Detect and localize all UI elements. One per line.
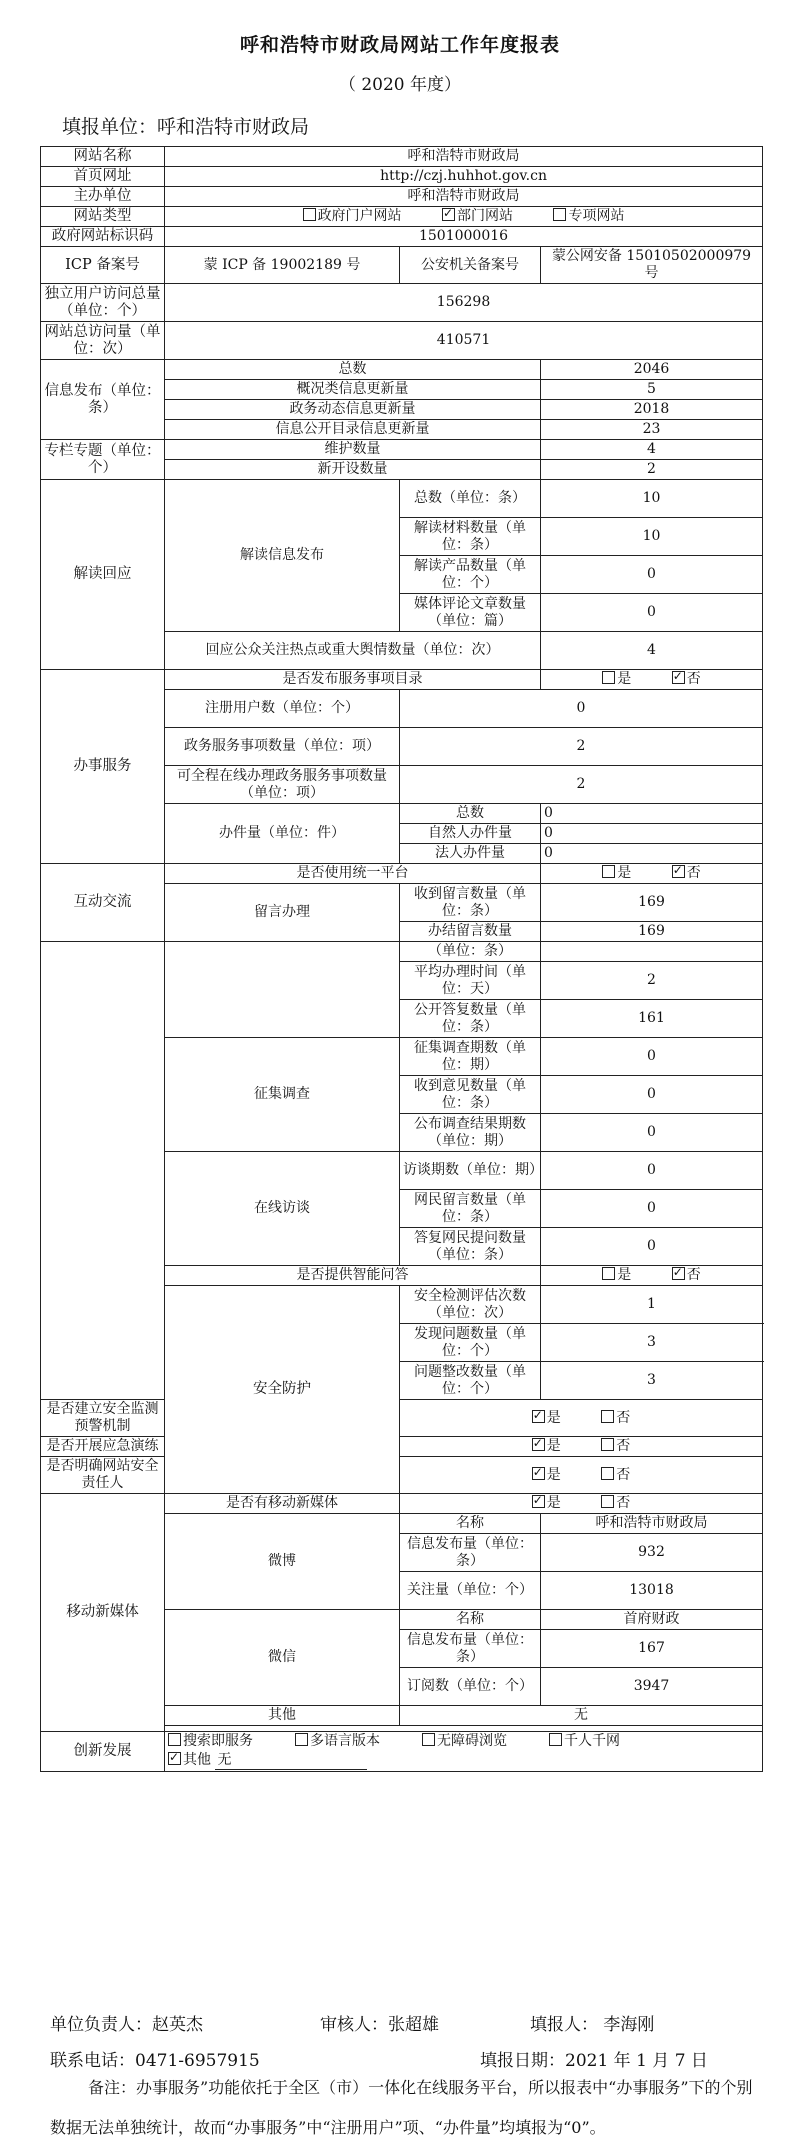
checked-checkbox-icon xyxy=(672,671,685,684)
label-survey-results: 公布调查结果期数（单位：期） xyxy=(400,1114,541,1152)
checkbox-icon xyxy=(553,208,566,221)
value-interpret-total: 10 xyxy=(541,480,763,518)
footer-note: 备注：办事服务”功能依托于全区（市）一体化在线服务平台，所以报表中“办事服务”下的个别数据无法单独统计，故而“办事服务”中“注册用户”项、“办件量”均填报为“0”。 xyxy=(50,2078,753,2137)
label-service-catalog: 是否发布服务事项目录 xyxy=(165,670,541,690)
value-info-dynamic: 2018 xyxy=(541,400,763,420)
label-homepage: 首页网址 xyxy=(41,167,165,187)
footer-signatures xyxy=(50,2010,750,2035)
label-interview: 在线访谈 xyxy=(165,1152,400,1266)
label-sec-monitor: 是否建立安全监测预警机制 xyxy=(41,1400,165,1437)
value-info-total: 2046 xyxy=(541,360,763,380)
option-yes: 是 xyxy=(617,671,632,687)
option-accessibility: 无障碍浏览 xyxy=(437,1733,507,1749)
value-interact-done: 169 xyxy=(541,922,763,942)
label-info-open: 信息公开目录信息更新量 xyxy=(165,420,541,440)
label-sec-eval: 安全检测评估次数（单位：次） xyxy=(400,1286,541,1324)
option-special-site: 专项网站 xyxy=(568,208,625,224)
unit-leader: 单位负责人：赵英杰 xyxy=(50,2015,203,2035)
value-weibo-follow: 13018 xyxy=(541,1572,763,1610)
row-site-name xyxy=(41,147,763,167)
label-mm-other: 其他 xyxy=(165,1706,400,1726)
label-service: 办事服务 xyxy=(41,670,165,864)
option-personalized: 千人千网 xyxy=(564,1733,620,1749)
row-mobile-has xyxy=(41,1494,763,1514)
checked-checkbox-icon xyxy=(672,865,685,878)
checkbox-icon xyxy=(549,1733,562,1746)
label-service-volume: 办件量（单位：件） xyxy=(165,804,400,864)
value-wechat-name: 首府财政 xyxy=(541,1610,763,1630)
value-wechat-sub: 3947 xyxy=(541,1668,763,1706)
label-interpret: 解读回应 xyxy=(41,480,165,670)
row-interact-done-unit xyxy=(41,942,763,962)
label-weibo: 微博 xyxy=(165,1514,400,1610)
label-site-type: 网站类型 xyxy=(41,207,165,227)
checkbox-icon xyxy=(601,1438,614,1451)
value-police: 蒙公网安备 15010502000979 号 xyxy=(541,247,763,284)
option-yes: 是 xyxy=(617,865,632,881)
option-other: 其他 xyxy=(183,1752,211,1768)
value-host-unit: 呼和浩特市财政局 xyxy=(165,187,763,207)
value-service-items: 2 xyxy=(400,728,763,766)
value-sec-fixed: 3 xyxy=(541,1362,763,1400)
label-interpret-pub: 解读信息发布 xyxy=(165,480,400,632)
label-innovation: 创新发展 xyxy=(41,1732,165,1772)
row-interact-platform xyxy=(41,864,763,884)
label-info-total: 总数 xyxy=(165,360,541,380)
label-service-vol-total: 总数 xyxy=(400,804,541,824)
option-no: 否 xyxy=(686,1267,701,1283)
value-info-open: 23 xyxy=(541,420,763,440)
option-yes: 是 xyxy=(546,1495,561,1511)
value-weibo-pub: 932 xyxy=(541,1534,763,1572)
value-sec-resp xyxy=(400,1457,763,1494)
checkbox-icon xyxy=(602,865,615,878)
value-innovation xyxy=(165,1732,763,1772)
checkbox-icon xyxy=(602,1267,615,1280)
label-smart-qa: 是否提供智能问答 xyxy=(165,1266,541,1286)
checkbox-icon xyxy=(422,1733,435,1746)
label-pv: 网站总访问量（单位：次） xyxy=(41,322,165,360)
other-value: 无 xyxy=(215,1752,367,1770)
value-interact-public: 161 xyxy=(541,1000,763,1038)
row-sec-drill xyxy=(41,1437,763,1457)
row-info-total xyxy=(41,360,763,380)
value-interpret-media: 0 xyxy=(541,594,763,632)
checkbox-icon xyxy=(168,1733,181,1746)
checkbox-icon xyxy=(303,208,316,221)
row-uv xyxy=(41,284,763,322)
checked-checkbox-icon xyxy=(442,208,455,221)
value-interact-avg: 2 xyxy=(541,962,763,1000)
label-weibo-name: 名称 xyxy=(400,1514,541,1534)
preparer: 填报人： 李海刚 xyxy=(530,2015,655,2035)
label-service-online: 可全程在线办理政务服务事项数量（单位：项） xyxy=(165,766,400,804)
label-survey-opinions: 收到意见数量（单位：条） xyxy=(400,1076,541,1114)
label-interpret-respond: 回应公众关注热点或重大舆情数量（单位：次） xyxy=(165,632,541,670)
value-service-vol-legal: 0 xyxy=(541,844,763,864)
filler-unit: 填报单位：呼和浩特市财政局 xyxy=(62,116,310,138)
row-innovation xyxy=(41,1732,763,1772)
reviewer: 审核人：张超雄 xyxy=(320,2015,439,2035)
label-uv: 独立用户访问总量（单位：个） xyxy=(41,284,165,322)
row-sec-monitor xyxy=(41,1400,763,1437)
row-interpret-total xyxy=(41,480,763,518)
option-department-site: 部门网站 xyxy=(457,208,514,224)
option-no: 否 xyxy=(616,1495,631,1511)
value-mobile-has xyxy=(400,1494,763,1514)
value-site-name: 呼和浩特市财政局 xyxy=(165,147,763,167)
fill-date: 填报日期：2021 年 1 月 7 日 xyxy=(480,2051,708,2071)
label-weibo-pub: 信息发布量（单位：条） xyxy=(400,1534,541,1572)
label-wechat: 微信 xyxy=(165,1610,400,1706)
value-service-vol-total: 0 xyxy=(541,804,763,824)
value-pv: 410571 xyxy=(165,322,763,360)
value-service-vol-person: 0 xyxy=(541,824,763,844)
label-sec-fixed: 问题整改数量（单位：个） xyxy=(400,1362,541,1400)
label-host-unit: 主办单位 xyxy=(41,187,165,207)
label-service-vol-legal: 法人办件量 xyxy=(400,844,541,864)
report-table xyxy=(40,146,763,1772)
contact-phone: 联系电话：0471-6957915 xyxy=(50,2051,260,2071)
label-info-dynamic: 政务动态信息更新量 xyxy=(165,400,541,420)
value-icp: 蒙 ICP 备 19002189 号 xyxy=(165,247,400,284)
option-no: 否 xyxy=(616,1438,631,1454)
label-mobile-has: 是否有移动新媒体 xyxy=(165,1494,400,1514)
label-site-name: 网站名称 xyxy=(41,147,165,167)
value-interview-answers: 0 xyxy=(541,1228,763,1266)
label-icp: ICP 备案号 xyxy=(41,247,165,284)
label-site-id: 政府网站标识码 xyxy=(41,227,165,247)
label-interact-msg-cont xyxy=(165,942,400,1038)
option-multilingual: 多语言版本 xyxy=(310,1733,380,1749)
row-host-unit xyxy=(41,187,763,207)
value-sec-found: 3 xyxy=(541,1324,763,1362)
label-interact-cont xyxy=(41,942,165,1400)
label-interact-received: 收到留言数量（单位：条） xyxy=(400,884,541,922)
checked-checkbox-icon xyxy=(532,1438,545,1451)
label-interview-periods: 访谈期数（单位：期） xyxy=(400,1152,541,1190)
label-service-users: 注册用户数（单位：个） xyxy=(165,690,400,728)
value-interpret-material: 10 xyxy=(541,518,763,556)
value-smart-qa xyxy=(541,1266,763,1286)
checkbox-icon xyxy=(602,671,615,684)
row-topic-maintain xyxy=(41,440,763,460)
label-interact-platform: 是否使用统一平台 xyxy=(165,864,541,884)
label-security: 安全防护 xyxy=(165,1286,400,1494)
row-homepage xyxy=(41,167,763,187)
label-interact-msg: 留言办理 xyxy=(165,884,400,942)
label-sec-found: 发现问题数量（单位：个） xyxy=(400,1324,541,1362)
value-service-users: 0 xyxy=(400,690,763,728)
checkbox-icon xyxy=(601,1495,614,1508)
label-interpret-media: 媒体评论文章数量（单位：篇） xyxy=(400,594,541,632)
option-yes: 是 xyxy=(546,1466,561,1483)
checkbox-icon xyxy=(295,1733,308,1746)
checkbox-icon xyxy=(601,1410,614,1423)
label-weibo-follow: 关注量（单位：个） xyxy=(400,1572,541,1610)
label-survey: 征集调查 xyxy=(165,1038,400,1152)
checked-checkbox-icon xyxy=(168,1752,181,1765)
label-interact-public: 公开答复数量（单位：条） xyxy=(400,1000,541,1038)
value-uv: 156298 xyxy=(165,284,763,322)
row-service-catalog xyxy=(41,670,763,690)
label-interact-done-unit: （单位：条） xyxy=(400,942,541,962)
value-interact-done-unit xyxy=(541,942,763,962)
label-interpret-total: 总数（单位：条） xyxy=(400,480,541,518)
value-weibo-name: 呼和浩特市财政局 xyxy=(541,1514,763,1534)
label-service-items: 政务服务事项数量（单位：项） xyxy=(165,728,400,766)
checked-checkbox-icon xyxy=(672,1267,685,1280)
value-sec-monitor xyxy=(400,1400,763,1437)
option-yes: 是 xyxy=(546,1438,561,1454)
label-interact: 互动交流 xyxy=(41,864,165,942)
label-info-overview: 概况类信息更新量 xyxy=(165,380,541,400)
label-wechat-name: 名称 xyxy=(400,1610,541,1630)
label-interact-done: 办结留言数量 xyxy=(400,922,541,942)
label-info-pub: 信息发布（单位：条） xyxy=(41,360,165,440)
option-no: 否 xyxy=(686,865,701,881)
report-title: 呼和浩特市财政局网站工作年度报表 xyxy=(239,34,560,56)
option-yes: 是 xyxy=(546,1409,561,1426)
checked-checkbox-icon xyxy=(532,1495,545,1508)
row-sec-resp xyxy=(41,1457,763,1494)
value-survey-periods: 0 xyxy=(541,1038,763,1076)
row-site-id xyxy=(41,227,763,247)
report-year: （ 2020 年度） xyxy=(338,75,462,95)
option-portal-site: 政府门户网站 xyxy=(317,208,402,224)
label-mobile: 移动新媒体 xyxy=(41,1494,165,1732)
value-homepage: http://czj.huhhot.gov.cn xyxy=(165,167,763,187)
checked-checkbox-icon xyxy=(532,1410,545,1423)
option-search-service: 搜索即服务 xyxy=(183,1733,253,1749)
option-no: 否 xyxy=(616,1409,631,1426)
label-sec-resp: 是否明确网站安全责任人 xyxy=(41,1457,165,1494)
value-survey-results: 0 xyxy=(541,1114,763,1152)
value-interview-periods: 0 xyxy=(541,1152,763,1190)
value-topic-maintain: 4 xyxy=(541,440,763,460)
row-pv xyxy=(41,322,763,360)
label-sec-drill: 是否开展应急演练 xyxy=(41,1437,165,1457)
value-interpret-respond: 4 xyxy=(541,632,763,670)
row-site-type xyxy=(41,207,763,227)
row-icp xyxy=(41,247,763,284)
label-interpret-product: 解读产品数量（单位：个） xyxy=(400,556,541,594)
label-wechat-sub: 订阅数（单位：个） xyxy=(400,1668,541,1706)
value-sec-drill xyxy=(400,1437,763,1457)
value-service-catalog xyxy=(541,670,763,690)
value-mm-other: 无 xyxy=(400,1706,763,1726)
value-interact-received: 169 xyxy=(541,884,763,922)
value-service-online: 2 xyxy=(400,766,763,804)
value-wechat-pub: 167 xyxy=(541,1630,763,1668)
checked-checkbox-icon xyxy=(532,1467,545,1480)
label-service-vol-person: 自然人办件量 xyxy=(400,824,541,844)
label-topic-maintain: 维护数量 xyxy=(165,440,541,460)
value-sec-eval: 1 xyxy=(541,1286,763,1324)
checkbox-icon xyxy=(601,1467,614,1480)
value-interview-msgs: 0 xyxy=(541,1190,763,1228)
label-interview-msgs: 网民留言数量（单位：条） xyxy=(400,1190,541,1228)
option-yes: 是 xyxy=(617,1267,632,1283)
label-wechat-pub: 信息发布量（单位：条） xyxy=(400,1630,541,1668)
label-police: 公安机关备案号 xyxy=(400,247,541,284)
option-no: 否 xyxy=(686,671,701,687)
value-interact-platform xyxy=(541,864,763,884)
label-interact-avg: 平均办理时间（单位：天） xyxy=(400,962,541,1000)
label-topic-new: 新开设数量 xyxy=(165,460,541,480)
value-info-overview: 5 xyxy=(541,380,763,400)
value-survey-opinions: 0 xyxy=(541,1076,763,1114)
value-interpret-product: 0 xyxy=(541,556,763,594)
label-topic: 专栏专题（单位：个） xyxy=(41,440,165,480)
label-interpret-material: 解读材料数量（单位：条） xyxy=(400,518,541,556)
label-interview-answers: 答复网民提问数量（单位：条） xyxy=(400,1228,541,1266)
value-site-id: 1501000016 xyxy=(165,227,763,247)
value-topic-new: 2 xyxy=(541,460,763,480)
option-no: 否 xyxy=(616,1466,631,1483)
value-site-type xyxy=(165,207,763,227)
label-survey-periods: 征集调查期数（单位：期） xyxy=(400,1038,541,1076)
